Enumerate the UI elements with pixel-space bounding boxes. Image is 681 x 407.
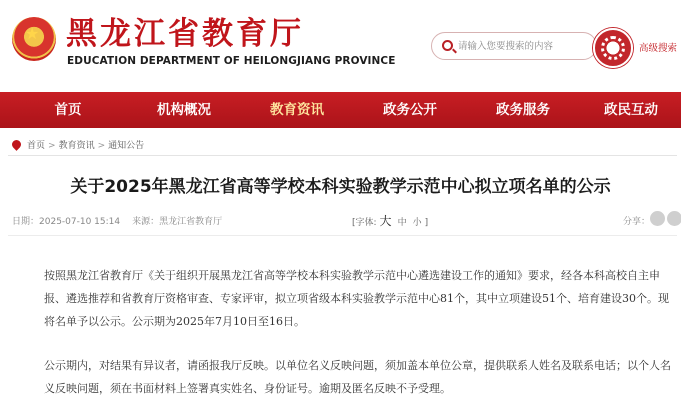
main-nav xyxy=(0,92,681,128)
publish-date: 2025-07-10 15:14 xyxy=(39,217,121,227)
font-size-medium-button[interactable]: 中 xyxy=(397,218,407,228)
search-box[interactable] xyxy=(431,32,597,60)
advanced-search-link[interactable]: 高级搜索 xyxy=(639,43,678,54)
site-title[interactable]: 黑龙江省教育厅 xyxy=(66,16,304,52)
article-title: 关于2025年黑龙江省高等学校本科实验教学示范中心拟立项名单的公示 xyxy=(70,177,611,197)
emblem-search-icon xyxy=(601,36,625,60)
breadcrumb-home[interactable]: 首页 xyxy=(27,141,46,151)
location-pin-icon xyxy=(10,138,23,151)
divider xyxy=(8,155,677,156)
weibo-share-icon[interactable] xyxy=(667,211,681,226)
font-size-label: [字体: xyxy=(352,218,377,228)
wechat-share-icon[interactable] xyxy=(650,211,665,226)
source-label: 来源： xyxy=(132,217,160,227)
article-paragraph: 公示期内，对结果有异议者，请函报我厅反映。以单位名义反映问题，须加盖本单位公章，提供联系人姓名及联系电话；以个人名义反映问题，须在书面材料上签署真实姓名、身份证号。逾期及匿名反映不予受理。 xyxy=(44,359,671,395)
divider xyxy=(8,235,677,236)
font-size-small-button[interactable]: 小 xyxy=(412,218,422,228)
nav-item-government-affairs[interactable]: 政务公开 xyxy=(383,102,437,118)
breadcrumb-notices[interactable]: 通知公告 xyxy=(108,141,145,151)
nav-item-public-interaction[interactable]: 政民互动 xyxy=(604,102,658,118)
breadcrumb-separator: > xyxy=(97,141,106,151)
share-label: 分享： xyxy=(623,217,651,227)
font-size-switcher xyxy=(352,212,428,229)
search-icon xyxy=(442,40,453,51)
search-button[interactable] xyxy=(593,28,633,68)
nav-item-home[interactable]: 首页 xyxy=(54,102,82,118)
article-source: 黑龙江省教育厅 xyxy=(159,217,223,227)
font-size-large-button[interactable]: 大 xyxy=(379,214,392,228)
article-meta xyxy=(12,214,222,227)
site-header xyxy=(0,0,681,92)
site-subtitle: EDUCATION DEPARTMENT OF HEILONGJIANG PROVINCE xyxy=(67,55,396,67)
breadcrumb-education-news[interactable]: 教育资讯 xyxy=(58,141,95,151)
date-label: 日期： xyxy=(12,217,40,227)
font-size-bracket: ] xyxy=(424,218,429,228)
national-emblem-icon: ★ xyxy=(12,17,56,61)
nav-item-government-services[interactable]: 政务服务 xyxy=(496,102,550,118)
nav-item-organization[interactable]: 机构概况 xyxy=(157,102,211,118)
breadcrumb-separator: > xyxy=(48,141,56,151)
breadcrumb xyxy=(12,138,144,152)
article-paragraph: 按照黑龙江省教育厅《关于组织开展黑龙江省高等学校本科实验教学示范中心遴选建设工作的通知》要求，经各本科高校自主申报、遴选推荐和省教育厅资格审查、专家评审，拟立项省级本科实验教学示范中心81个，其中立项建设51个、培育建设30个。现将名单予以公示。公示期为2025年7月10日至16日。 xyxy=(44,269,669,328)
search-input[interactable] xyxy=(458,37,588,55)
nav-item-education-news[interactable]: 教育资讯 xyxy=(270,102,324,118)
